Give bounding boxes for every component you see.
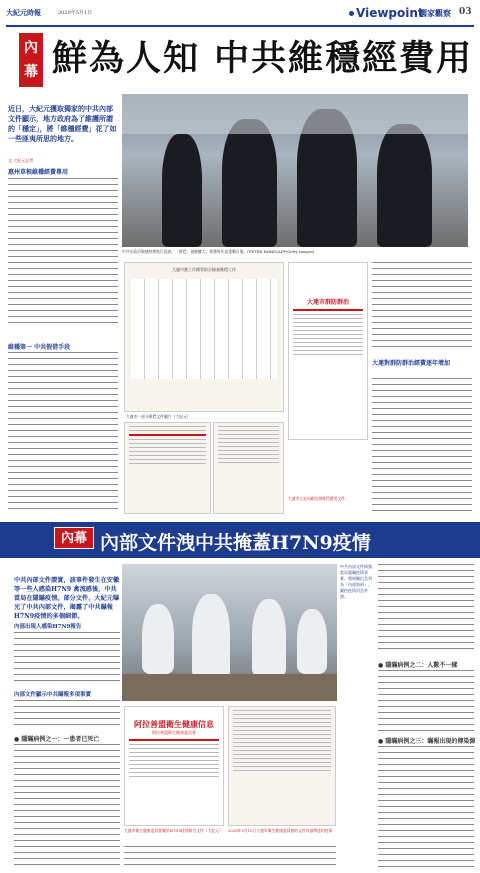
body-text-2 [8,352,118,514]
doc-caption-1: 大連市一部分維穩文件圖片（大紀元） [126,414,191,419]
subhead-3: 大連對群防群治經費逐年增加 [372,360,451,367]
doc-title: 大連市黨工作總管綜合檢查維穩工作 [172,267,236,272]
document-image-3 [213,422,284,514]
headline-2: 內部文件洩中共掩蓋H7N9疫情 [100,532,371,554]
doc-subtitle-2: 阿拉善盟衛生健康委員會 [152,730,196,735]
subhead-4: 內部出現人感染H7N9報告 [14,624,82,630]
police-photo [122,94,468,247]
document-image-1 [124,262,284,412]
body-text-11 [378,746,474,868]
doc-caption-3: 大連市公安局網信辦維穩費用文件。 [288,496,349,501]
body-text-8 [124,846,336,868]
document-image-6 [228,706,336,826]
body-text-9 [378,564,474,654]
subhead-2: 維穩第一 中共假借手段 [8,344,71,351]
header-rule [6,25,474,27]
newspaper-logo: 大紀元時報 [6,8,41,17]
viewpoint-label: Viewpoint [349,6,424,20]
photo-caption-1: 中共在政治敏感時期進行巡查，「維穩」規模擴大；經費每年高達數百億。(PETER PARKS/AFP/Getty Images) [122,249,315,254]
subhead-5: 內部文件顯示中共瞞報多項事實 [14,692,92,698]
doc-title-2: 阿拉善盟衛生健康信息 [134,719,214,729]
body-text-5 [14,632,120,686]
hazmat-photo [122,564,337,701]
photo-caption-2: 中共內部文件揭露當局隱瞞疫情事實，將相關信息列為「內部資料」，嚴控疫情消息外洩。 [340,564,372,599]
headline-1: 鮮為人知 中共維穩經費用 [52,38,474,79]
body-text-4 [372,378,472,514]
document-image-2 [124,422,211,514]
document-image-4: 大連市群防群治 [288,262,368,440]
inside-tag-2: 內幕 [54,527,94,549]
doc-caption-4: 大連市衛生健康委員會關於H7N9疫情報告文件（大紀元） [124,828,223,833]
issue-date: 2020年5月1日 [58,10,93,16]
body-text-7 [14,744,120,869]
page-number: 03 [459,7,472,17]
body-text-3 [372,262,472,352]
page-header [6,6,474,20]
body-text-10 [378,670,474,732]
subhead-1: 惠州草根維穩經費專用 [8,169,69,176]
bullet-2: ● 隱瞞病例之二：人數不一樣 [378,662,458,669]
bullet-3: ● 隱瞞病例之三：瞞報出現的傳染源 [378,738,476,745]
body-text-6 [14,700,120,730]
lede-2: 中共內部文件證實，該事件發生在安徽等一些人感染H7N9 禽流感後，中共當局在隱瞞疫情。部分文件，大紀元曝光了中共內部文件，揭露了中共瞞報H7N9疫情的多個細節。 [14,577,120,620]
body-text-1 [8,178,118,338]
lede-1: 近日，大紀元獲取獨家的中共內部文件顯示，地方政府為了維護所謂的「穩定」，將「維穩經費」花了如一些匪夷所思的地方。 [8,104,117,143]
bullet-1: ● 隱瞞病例之一：一患者已死亡 [14,736,100,743]
byline-1: 文 大紀元記者 [8,158,34,163]
doc-caption-5: 2020年5月10日大連市衛生健康委員會的文件內部傳達的疫情 [228,828,333,833]
section-label: 國家觀察 [419,8,451,18]
inside-tag: 內幕 [19,33,43,87]
document-image-5 [124,706,224,826]
